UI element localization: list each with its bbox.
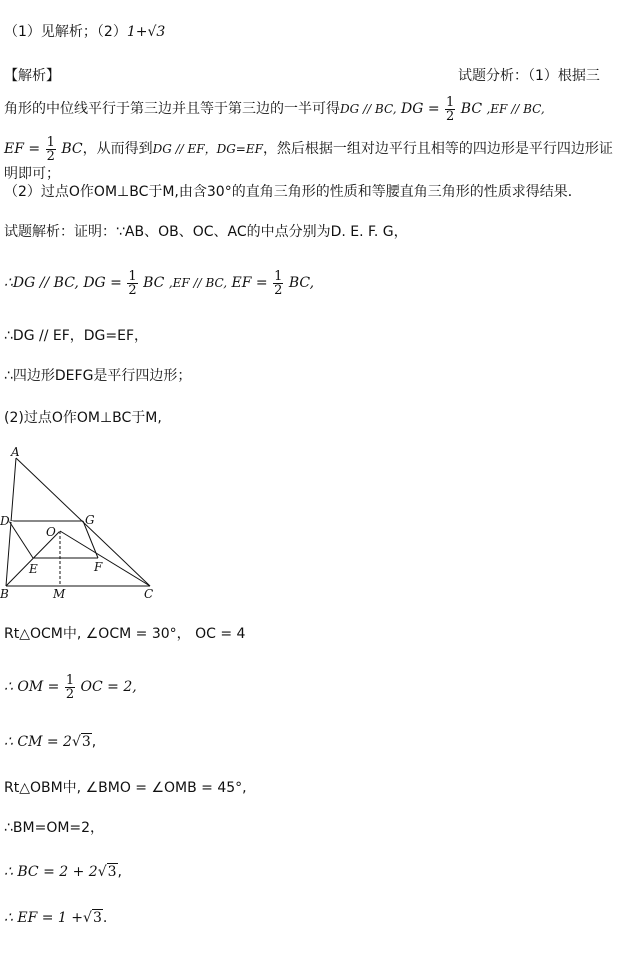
math-expr: BC, (288, 275, 315, 291)
solution-line-5: (2)过点O作OM⊥BC于M, (4, 410, 162, 426)
math-expr: EF = (231, 275, 268, 291)
solution-line-3: ∴DG // EF，DG=EF， (4, 328, 149, 344)
math-expr: ∴ CM = 2 (4, 734, 72, 750)
label-G: G (85, 513, 95, 527)
math-expr: ∴ OM = (4, 679, 60, 695)
fraction-half: $\frac{1}{2}$ (128, 268, 137, 298)
solution-line-1: 试题解析：证明：∵AB、OB、OC、AC的中点分别为D. E. F. G， (4, 224, 408, 240)
math-expr: EF = (4, 141, 41, 157)
answer-text: （1）见解析；（2） (4, 24, 127, 40)
label-B: B (0, 587, 9, 601)
math-expr: DG = (83, 275, 122, 291)
analysis-text: ，然后根据一组对边平行且相等的四边形是平行四边形证 (262, 141, 613, 157)
solution-line-9: Rt△OBM中, ∠BMO = ∠OMB = 45°, (4, 780, 247, 796)
math-expr: DG // EF，DG=EF (152, 142, 263, 156)
solution-line-4: ∴四边形DEFG是平行四边形； (4, 368, 192, 384)
label-C: C (144, 587, 154, 601)
solution-line-11: ∴ BC = 2 + 2√3, (4, 864, 122, 880)
math-expr: OC = 2, (80, 679, 137, 695)
analysis-line-1 (4, 94, 545, 124)
solution-line-7 (4, 670, 137, 704)
analysis-heading: 【解析】 (4, 68, 60, 84)
fraction-half: $\frac{1}{2}$ (446, 94, 455, 124)
label-F: F (94, 560, 103, 574)
label-A: A (11, 446, 20, 459)
label-E: E (29, 562, 38, 576)
sqrt-symbol: √3 (83, 910, 102, 926)
math-expr: ∴ EF = 1 + (4, 910, 84, 926)
solution-line-10: ∴BM=OM=2， (4, 820, 105, 836)
analysis-line-2 (4, 134, 613, 164)
solution-line-2 (4, 266, 314, 300)
math-expr: ,EF // BC, (486, 102, 545, 116)
analysis-text: 角形的中位线平行于第三边并且等于第三边的一半可得 (4, 101, 340, 117)
geometry-figure (0, 446, 160, 606)
segment-DE (9, 521, 33, 558)
math-expr: BC (61, 141, 83, 157)
analysis-line-4: （2）过点O作OM⊥BC于M,由含30°的直角三角形的性质和等腰直角三角形的性质求得结果． (4, 184, 582, 200)
analysis-text: ，从而得到 (82, 141, 153, 157)
math-expr: BC (143, 275, 165, 291)
fraction-half: $\frac{1}{2}$ (46, 134, 55, 164)
analysis-line-3: 明即可； (4, 166, 60, 182)
answer-line (4, 22, 165, 42)
solution-line-6: Rt△OCM中, ∠OCM = 30°， OC = 4 (4, 626, 246, 642)
label-O: O (46, 525, 56, 539)
fraction-half: $\frac{1}{2}$ (65, 672, 75, 702)
math-expr: DG = (400, 101, 440, 117)
math-expr: BC (460, 101, 483, 117)
solution-line-12: ∴ EF = 1 +√3. (4, 910, 108, 926)
label-M: M (53, 587, 66, 601)
math-expr: ,EF // BC, (168, 276, 228, 290)
analysis-intro-label: 试题分析：（1）根据三 (458, 68, 600, 84)
sqrt-symbol: √3 (71, 734, 91, 750)
label-D: D (0, 514, 10, 528)
solution-line-8: ∴ CM = 2√3, (4, 734, 97, 750)
answer-value: 1+√3 (126, 24, 166, 40)
math-expr: DG // BC, (340, 102, 397, 116)
math-expr: ∴ BC = 2 + 2 (4, 864, 98, 880)
fraction-half: $\frac{1}{2}$ (274, 268, 283, 298)
math-expr: ∴DG // BC, (4, 275, 79, 291)
sqrt-symbol: √3 (97, 864, 117, 880)
